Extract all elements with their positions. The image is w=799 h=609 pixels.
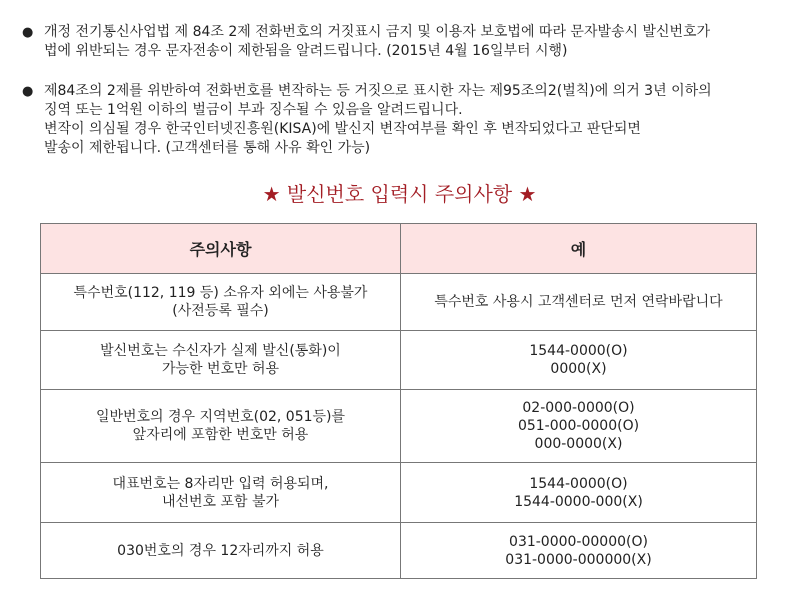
cell-line: 1544-0000(O) (529, 475, 628, 492)
notice-item (22, 23, 782, 61)
cell-line: 앞자리에 포함한 번호만 허용 (132, 427, 309, 443)
notice-line: 변작이 의심될 경우 한국인터넷진흥원(KISA)에 발신지 변작여부를 확인 후 변작되었다고 판단되면 (44, 121, 641, 137)
cell-line: 1544-0000(O) (529, 343, 628, 359)
cell-line: 발신번호는 수신자가 실제 발신(통화)이 (100, 343, 341, 359)
caution-cell (41, 463, 401, 523)
cell-line: 일반번호의 경우 지역번호(02, 051등)를 (95, 409, 346, 425)
notice-line: 징역 또는 1억원 이하의 벌금이 부과 징수될 수 있음을 알려드립니다. (44, 102, 463, 118)
cell-line: 030번호의 경우 12자리까지 허용 (117, 542, 324, 559)
notice-line: 제84조의 2제를 위반하여 전화번호를 변작하는 등 거짓으로 표시한 자는 제95조의2(벌칙)에 의거 3년 이하의 (44, 83, 712, 99)
example-cell (401, 390, 757, 463)
table-row (41, 463, 757, 523)
cell-line: (사전등록 필수) (172, 303, 269, 319)
cell-line: 031-0000-00000(O) (509, 533, 648, 550)
cell-line: 특수번호 사용시 고객센터로 먼저 연락바랍니다 (434, 294, 723, 310)
table-row (41, 523, 757, 579)
table-header-row (41, 224, 757, 274)
column-header-example: 예 (401, 224, 757, 274)
notice-line: 개정 전기통신사업법 제 84조 2제 전화번호의 거짓표시 금지 및 이용자 보호법에 따라 문자발송시 발신번호가 (44, 24, 711, 40)
example-cell (401, 274, 757, 331)
cell-line: 대표번호는 8자리만 입력 허용되며, (112, 475, 329, 492)
caution-cell (41, 523, 401, 579)
cell-line: 0000(X) (550, 361, 607, 377)
example-cell (401, 463, 757, 523)
cell-line: 051-000-0000(O) (517, 418, 640, 434)
notice-line: 법에 위반되는 경우 문자전송이 제한됨을 알려드립니다. (2015년 4월 16일부터 시행) (44, 43, 568, 59)
column-header-caution: 주의사항 (41, 224, 401, 274)
cell-line: 내선번호 포함 불가 (161, 493, 280, 510)
section-title: ★ 발신번호 입력시 주의사항 ★ (262, 182, 537, 206)
caution-cell (41, 331, 401, 390)
notice-text (44, 23, 782, 61)
example-cell (401, 331, 757, 390)
bullet-icon: ● (22, 25, 34, 40)
table-row (41, 390, 757, 463)
notice-item (22, 82, 782, 158)
bullet-icon: ● (22, 84, 34, 99)
cell-line: 000-0000(X) (534, 436, 623, 452)
example-cell (401, 523, 757, 579)
notice-text (44, 82, 782, 158)
cell-line: 02-000-0000(O) (522, 400, 635, 416)
caution-table (40, 223, 757, 579)
cell-line: 특수번호(112, 119 등) 소유자 외에는 사용불가 (73, 285, 368, 301)
notice-line: 발송이 제한됩니다. (고객센터를 통해 사유 확인 가능) (44, 140, 371, 156)
cell-line: 1544-0000-000(X) (514, 493, 643, 510)
caution-cell (41, 274, 401, 331)
caution-cell (41, 390, 401, 463)
cell-line: 031-0000-000000(X) (505, 551, 652, 568)
table-row (41, 331, 757, 390)
table-row (41, 274, 757, 331)
cell-line: 가능한 번호만 허용 (161, 361, 280, 377)
